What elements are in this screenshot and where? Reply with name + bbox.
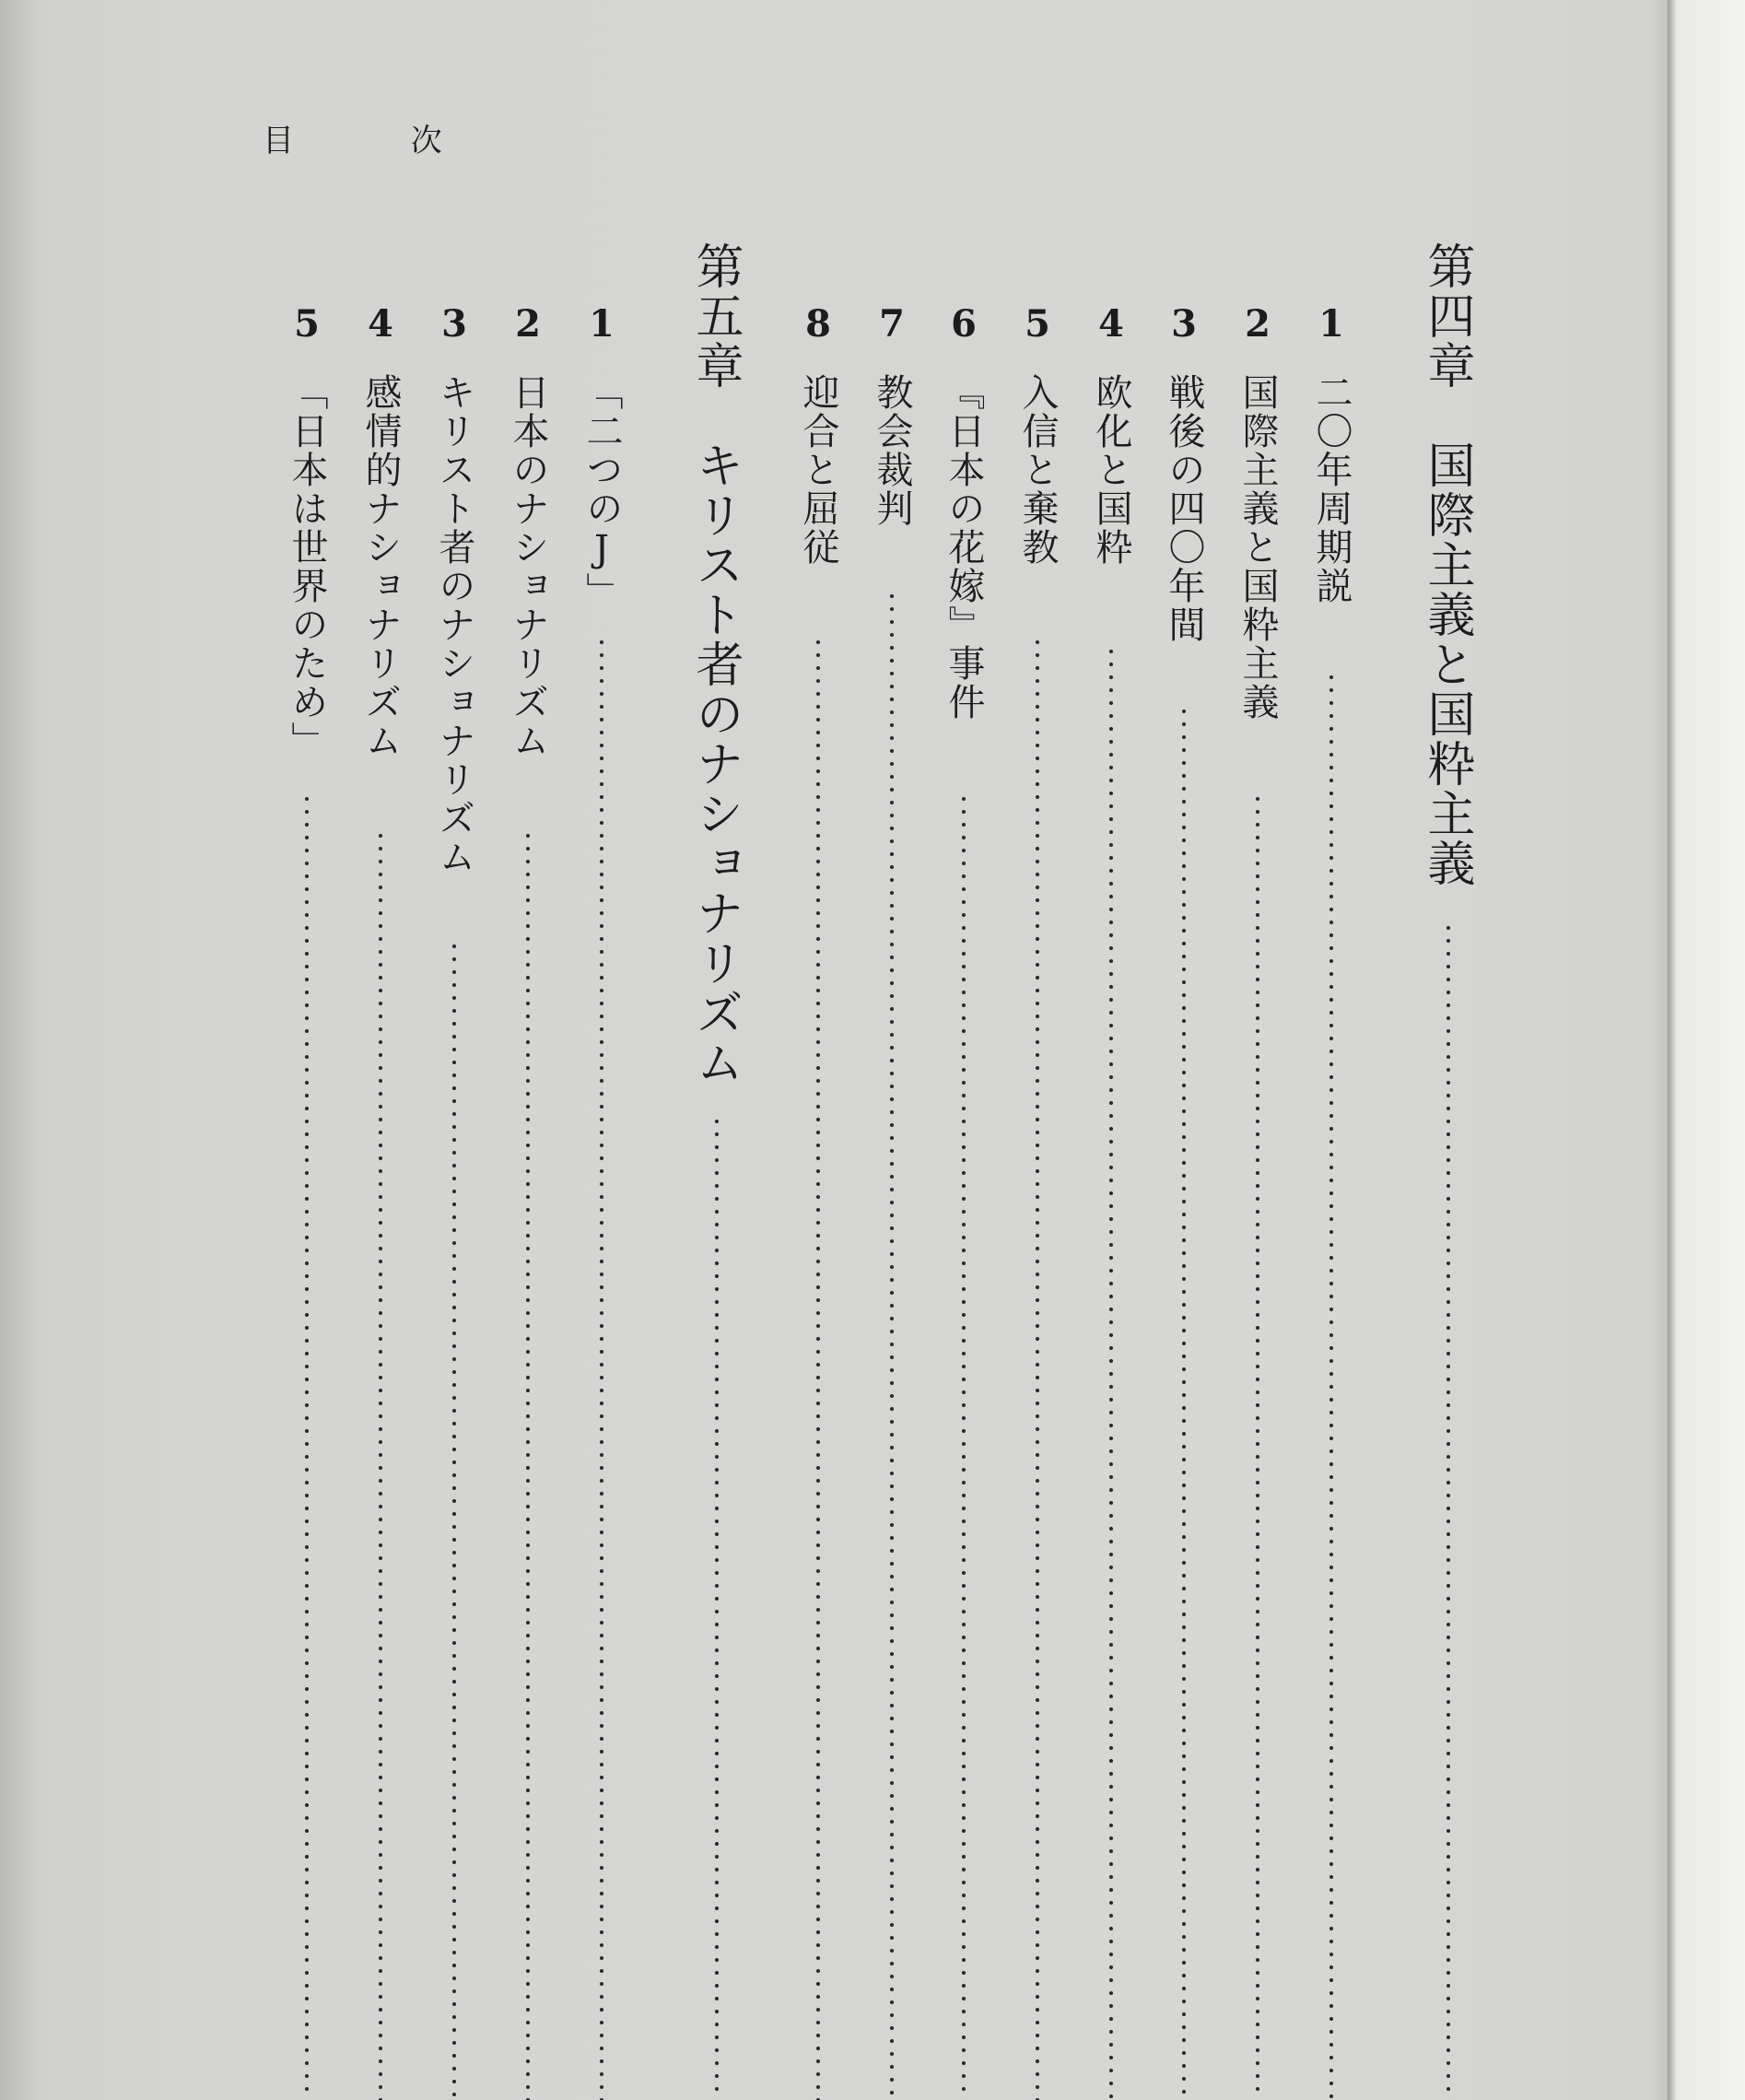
entry-title: 戦後の四〇年間: [1163, 373, 1205, 644]
entry-number: 1: [1318, 302, 1344, 346]
leader-dots: [1255, 792, 1260, 2100]
entry-number: 4: [368, 302, 393, 346]
leader-dots: [714, 1115, 720, 2100]
leader-dots: [451, 940, 457, 2100]
leader-dots: [1329, 671, 1334, 2100]
entry-number: 1: [589, 302, 615, 346]
entry-title: 迎合と屈従: [797, 373, 839, 567]
toc-entry: [864, 0, 919, 2100]
leader-dots: [1108, 645, 1114, 2100]
toc-entry: [500, 0, 556, 2100]
entry-number: 5: [294, 302, 320, 346]
toc-entry: [279, 0, 334, 2100]
entry-number: 8: [805, 302, 831, 346]
chapter-heading-4: [1419, 0, 1474, 2100]
toc-entry: [574, 0, 629, 2100]
leader-dots: [1181, 705, 1187, 2100]
toc-entry: [791, 0, 846, 2100]
chapter-title: 第四章 国際主義と国粋主義: [1419, 241, 1474, 888]
leader-dots: [889, 590, 895, 2100]
page-edge: [1668, 0, 1745, 2100]
toc-entry: [427, 0, 482, 2100]
leader-dots: [1035, 636, 1040, 2100]
chapter-heading-5: [687, 0, 743, 2100]
entry-number: 2: [515, 302, 541, 346]
entry-title: 教会裁判: [871, 373, 913, 528]
leader-dots: [1446, 921, 1451, 2100]
running-head: 目 次: [263, 123, 496, 159]
entry-number: 3: [441, 302, 467, 346]
toc-entry: [936, 0, 991, 2100]
entry-title: 『日本の花嫁』事件: [943, 373, 985, 722]
entry-title: 日本のナショナリズム: [507, 373, 549, 760]
leader-dots: [304, 792, 310, 2100]
leader-dots: [525, 829, 531, 2100]
entry-title: 欧化と国粋: [1090, 373, 1132, 567]
toc-entry: [1156, 0, 1212, 2100]
chapter-title: 第五章 キリスト者のナショナリズム: [687, 241, 743, 1087]
toc-entry: [1230, 0, 1285, 2100]
leader-dots: [378, 829, 383, 2100]
entry-title: 二〇年周期説: [1310, 373, 1353, 605]
toc-entry: [1304, 0, 1359, 2100]
entry-title: キリスト者のナショナリズム: [433, 373, 475, 876]
entry-number: 4: [1098, 302, 1124, 346]
toc-entry: [1083, 0, 1139, 2100]
entry-number: 3: [1171, 302, 1197, 346]
entry-number: 7: [879, 302, 905, 346]
entry-title: 「二つのJ」: [580, 373, 623, 611]
toc-entry: [353, 0, 408, 2100]
leader-dots: [961, 792, 966, 2100]
toc-entry: [1010, 0, 1065, 2100]
entry-title: 感情的ナショナリズム: [359, 373, 402, 760]
entry-title: 国際主義と国粋主義: [1236, 373, 1279, 722]
entry-number: 2: [1245, 302, 1271, 346]
entry-number: 6: [951, 302, 977, 346]
leader-dots: [815, 636, 821, 2100]
leader-dots: [599, 636, 604, 2100]
entry-title: 「日本は世界のため」: [286, 373, 328, 760]
entry-number: 5: [1025, 302, 1050, 346]
entry-title: 入信と棄教: [1016, 373, 1059, 567]
